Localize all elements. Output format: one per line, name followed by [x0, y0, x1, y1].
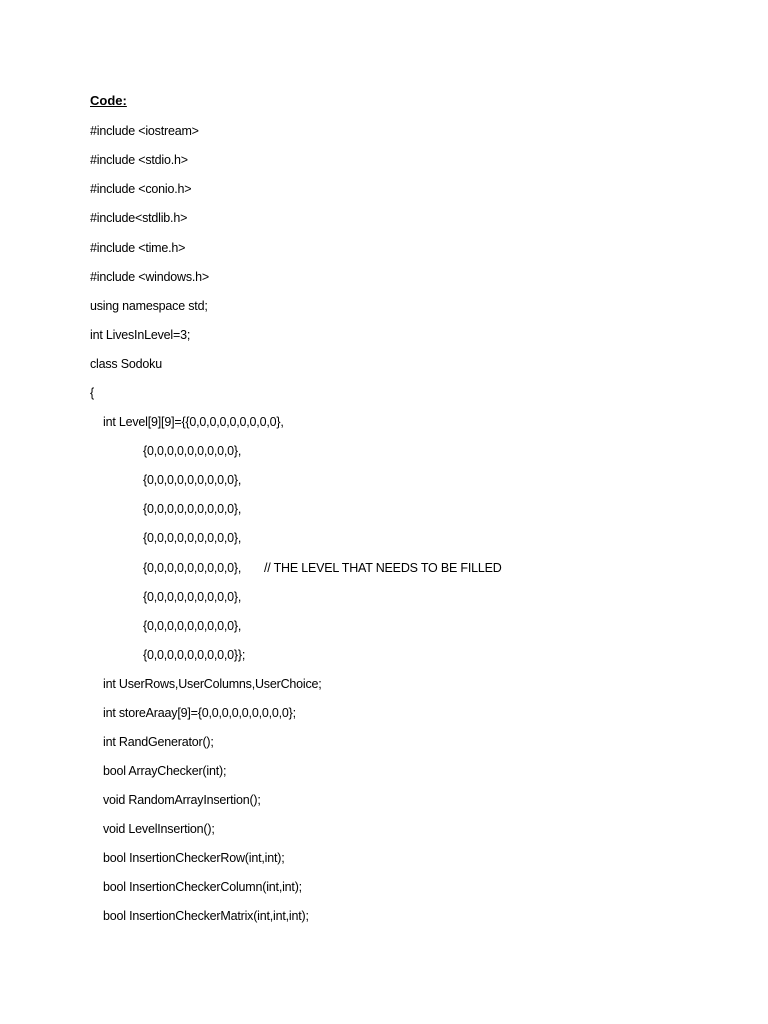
code-line: {0,0,0,0,0,0,0,0,0}, — [143, 502, 242, 516]
code-line: class Sodoku — [90, 357, 162, 371]
code-line: {0,0,0,0,0,0,0,0,0}}; — [143, 648, 246, 662]
code-heading: Code: — [90, 93, 127, 108]
code-line: bool ArrayChecker(int); — [103, 764, 227, 778]
code-comment: // THE LEVEL THAT NEEDS TO BE FILLED — [264, 561, 502, 575]
code-line: { — [90, 386, 94, 400]
code-line: bool InsertionCheckerColumn(int,int); — [103, 880, 302, 894]
code-line: #include <conio.h> — [90, 182, 192, 196]
code-line: using namespace std; — [90, 299, 208, 313]
code-line: {0,0,0,0,0,0,0,0,0}, — [143, 531, 242, 545]
code-line: int RandGenerator(); — [103, 735, 214, 749]
code-line: {0,0,0,0,0,0,0,0,0}, — [143, 619, 242, 633]
code-line: {0,0,0,0,0,0,0,0,0}, — [143, 473, 242, 487]
code-line: {0,0,0,0,0,0,0,0,0}, — [143, 444, 242, 458]
code-line: bool InsertionCheckerRow(int,int); — [103, 851, 285, 865]
code-line: #include <stdio.h> — [90, 153, 188, 167]
code-line: #include <iostream> — [90, 124, 199, 138]
code-line: {0,0,0,0,0,0,0,0,0}, — [143, 590, 242, 604]
code-line: {0,0,0,0,0,0,0,0,0}, — [143, 561, 242, 575]
code-line: #include <time.h> — [90, 241, 186, 255]
code-line: #include <windows.h> — [90, 270, 209, 284]
code-line: int UserRows,UserColumns,UserChoice; — [103, 677, 322, 691]
code-line: void LevelInsertion(); — [103, 822, 215, 836]
code-line: bool InsertionCheckerMatrix(int,int,int); — [103, 909, 309, 923]
code-line: #include<stdlib.h> — [90, 211, 188, 225]
code-line: int LivesInLevel=3; — [90, 328, 191, 342]
code-line: void RandomArrayInsertion(); — [103, 793, 261, 807]
code-line: int storeAraay[9]={0,0,0,0,0,0,0,0,0}; — [103, 706, 296, 720]
code-line: int Level[9][9]={{0,0,0,0,0,0,0,0,0}, — [103, 415, 284, 429]
